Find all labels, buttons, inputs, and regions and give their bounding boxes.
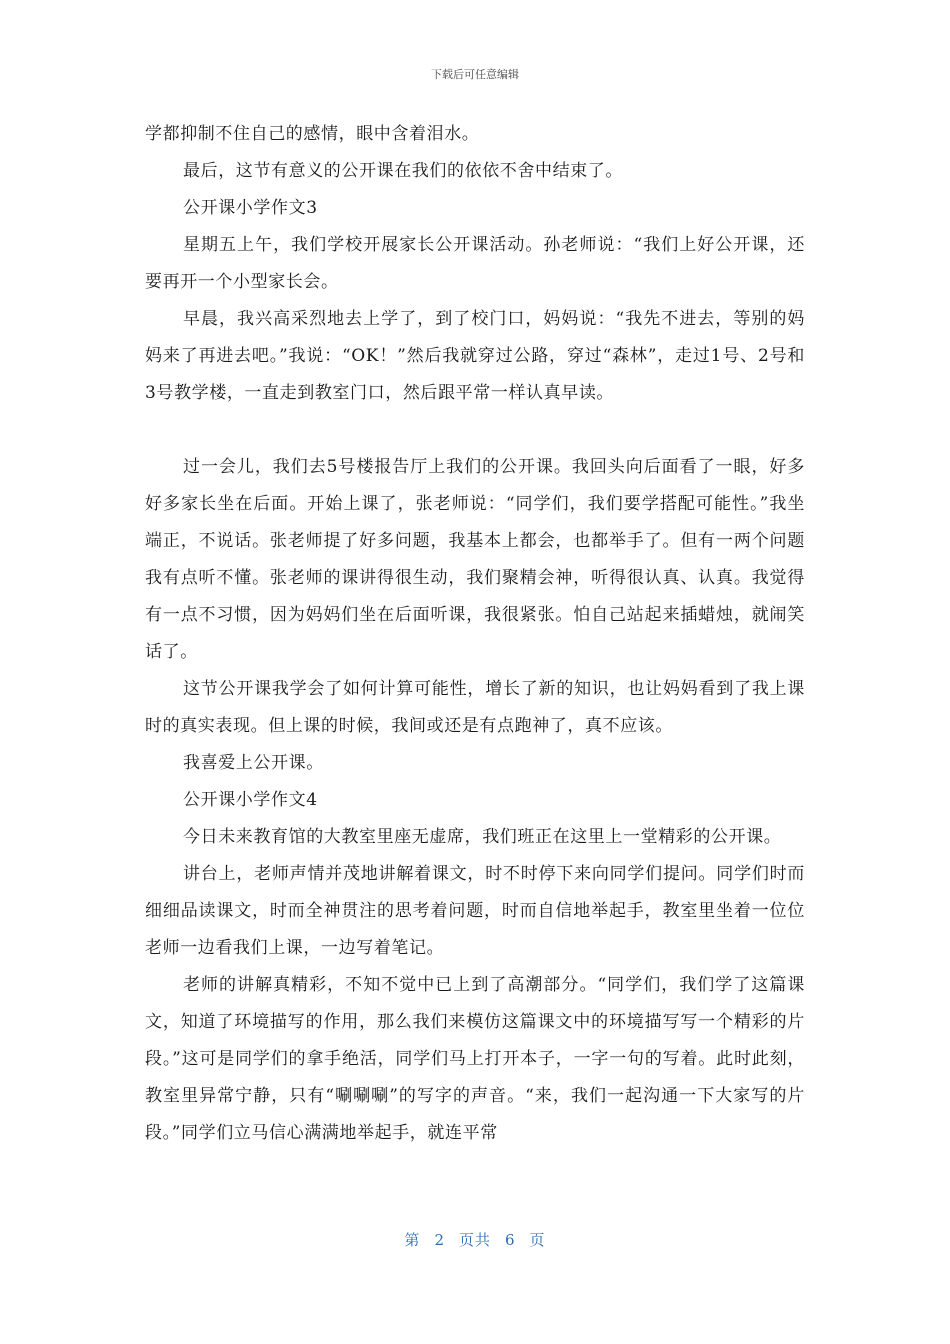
footer-suffix: 页 [529, 1231, 546, 1249]
paragraph: 讲台上，老师声情并茂地讲解着课文，时不时停下来向同学们提问。同学们时而细细品读课文，时而全神贯注的思考着问题，时而自信地举起手，教室里坐着一位位老师一边看我们上课，一边写着笔记。 [145, 864, 805, 958]
paragraph: 我喜爱上公开课。 [183, 753, 324, 773]
footer-middle: 页共 [458, 1231, 491, 1249]
page-header: 下载后可任意编辑 [431, 68, 519, 81]
paragraph: 老师的讲解真精彩，不知不觉中已上到了高潮部分。“同学们，我们学了这篇课文，知道了环境描写的作用，那么我们来模仿这篇课文中的环境描写写一个精彩的片段。”这可是同学们的拿手绝活，同学们马上打开本子，一字一句的写着。此时此刻，教室里异常宁静，只有“唰唰唰”的写字的声音。“来，我们一起沟通一下大家写的片段。”同学们立马信心满满地举起手，就连平常 [145, 975, 805, 1143]
footer-prefix: 第 [404, 1231, 421, 1249]
section-heading: 公开课小学作文4 [183, 790, 318, 810]
paragraph: 星期五上午，我们学校开展家长公开课活动。孙老师说：“我们上好公开课，还要再开一个小型家长会。 [145, 235, 805, 292]
paragraph: 今日未来教育馆的大教室里座无虚席，我们班正在这里上一堂精彩的公开课。 [183, 827, 782, 847]
page-footer [0, 1229, 950, 1250]
paragraph: 最后，这节有意义的公开课在我们的依依不舍中结束了。 [183, 161, 623, 181]
paragraph: 过一会儿，我们去5号楼报告厅上我们的公开课。我回头向后面看了一眼，好多好多家长坐在后面。开始上课了，张老师说：“同学们，我们要学搭配可能性。”我坐端正，不说话。张老师提了好多问题，我基本上都会，也都举手了。但有一两个问题我有点听不懂。张老师的课讲得很生动，我们聚精会神，听得很认真、认真。我觉得有一点不习惯，因为妈妈们坐在后面听课，我很紧张。怕自己站起来插蜡烛，就闹笑话了。 [145, 457, 805, 662]
footer-page-number: 2 [434, 1231, 445, 1249]
paragraph-gap [145, 412, 805, 449]
paragraph: 早晨，我兴高采烈地去上学了，到了校门口，妈妈说：“我先不进去，等别的妈妈来了再进去吧。”我说：“OK！”然后我就穿过公路，穿过“森林”，走过1号、2号和3号教学楼，一直走到教室门口，然后跟平常一样认真早读。 [145, 309, 805, 403]
document-body [145, 116, 805, 1152]
paragraph: 学都抑制不住自己的感情，眼中含着泪水。 [145, 124, 480, 144]
footer-page-total: 6 [505, 1231, 516, 1249]
paragraph: 这节公开课我学会了如何计算可能性，增长了新的知识，也让妈妈看到了我上课时的真实表现。但上课的时候，我间或还是有点跑神了，真不应该。 [145, 679, 805, 736]
section-heading: 公开课小学作文3 [183, 198, 318, 218]
